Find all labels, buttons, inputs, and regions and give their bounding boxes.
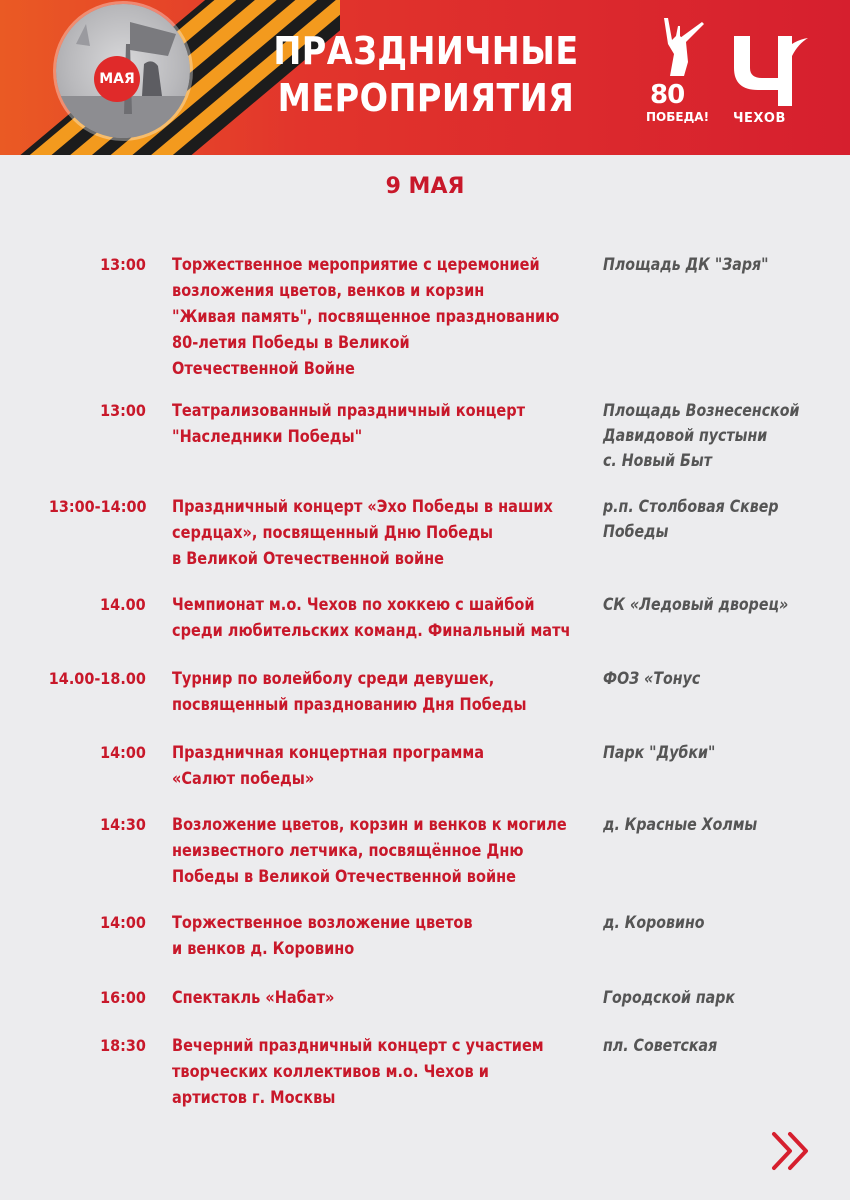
event-place: пл. Советская — [603, 1036, 718, 1055]
victory-medallion — [56, 4, 190, 138]
double-chevron-right-icon[interactable] — [770, 1128, 816, 1174]
event-description: Праздничный концерт «Эхо Победы в наших сердцах», посвященный Дню Победы в Великой Отечественной войне — [172, 497, 553, 568]
event-place: Парк "Дубки" — [603, 743, 716, 762]
event-description: Театрализованный праздничный концерт "Наследники Победы" — [172, 401, 526, 446]
may-badge: МАЯ — [94, 56, 140, 102]
event-time: 16:00 — [100, 988, 146, 1007]
event-description: Праздничная концертная программа «Салют победы» — [172, 743, 485, 788]
event-place: ФОЗ «Тонус — [603, 669, 701, 688]
event-time: 13:00 — [100, 401, 146, 420]
title-line-1: ПРАЗДНИЧНЫЕ — [273, 29, 579, 73]
event-description: Торжественное возложение цветов и венков д. Коровино — [172, 913, 473, 958]
event-description: Торжественное мероприятие с церемонией возложения цветов, венков и корзин "Живая память", посвященное празднованию 80-летия Победы в Великой Отечественной Войне — [172, 255, 560, 378]
event-description: Чемпионат м.о. Чехов по хоккею с шайбой среди любительских команд. Финальный матч — [172, 595, 571, 640]
event-time: 14.00 — [100, 595, 146, 614]
chekhov-logo-icon — [728, 28, 810, 110]
title-line-2: МЕРОПРИЯТИЯ — [277, 76, 575, 120]
event-time: 14:00 — [100, 743, 146, 762]
event-description: Возложение цветов, корзин и венков к могиле неизвестного летчика, посвящённое Дню Победы в Великой Отечественной войне — [172, 815, 567, 886]
event-time: 18:30 — [100, 1036, 146, 1055]
event-place: СК «Ледовый дворец» — [603, 595, 789, 614]
event-place: Площадь ДК "Заря" — [603, 255, 769, 274]
event-place: р.п. Столбовая Сквер Победы — [603, 497, 779, 541]
event-time: 14:00 — [100, 913, 146, 932]
event-place: д. Красные Холмы — [603, 815, 758, 834]
event-time: 13:00 — [100, 255, 146, 274]
event-time: 14:30 — [100, 815, 146, 834]
header-banner — [0, 0, 850, 155]
event-time: 13:00-14:00 — [48, 497, 146, 516]
pobeda-number: 80 — [650, 80, 685, 110]
event-date: 9 МАЯ — [385, 174, 465, 199]
event-place: Площадь Вознесенской Давидовой пустыни с. Новый Быт — [603, 401, 800, 470]
page-title — [268, 28, 585, 122]
event-description: Спектакль «Набат» — [172, 988, 335, 1007]
event-place: Городской парк — [603, 988, 736, 1007]
event-time: 14.00-18.00 — [48, 669, 146, 688]
pobeda-label: ПОБЕДА! — [646, 110, 710, 124]
event-description: Вечерний праздничный концерт с участием творческих коллективов м.о. Чехов и артистов г. Москвы — [172, 1036, 544, 1107]
city-name: ЧЕХОВ — [733, 111, 786, 126]
event-description: Турнир по волейболу среди девушек, посвященный празднованию Дня Победы — [172, 669, 527, 714]
event-place: д. Коровино — [603, 913, 705, 932]
